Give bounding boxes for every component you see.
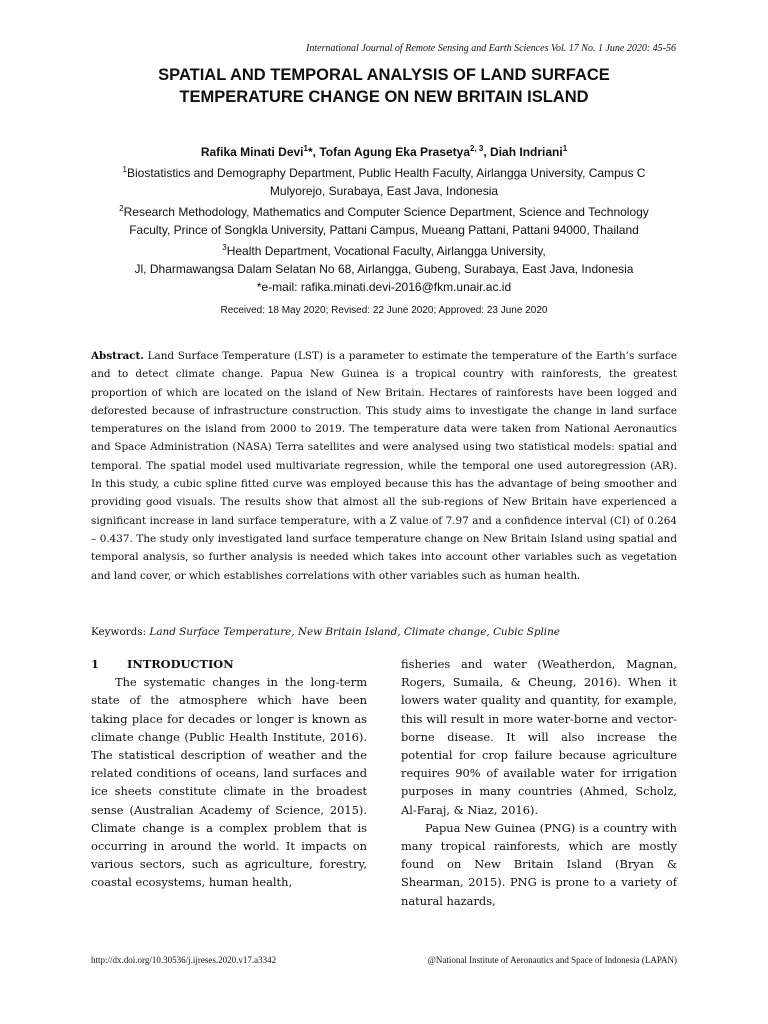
body-paragraph: fisheries and water (Weatherdon, Magnan, Rogers, Sumaila, & Cheung, 2016). When it lowers water quality and quantity, for example, this will result in more water-borne and vector-borne disease. It will also increase the potential for crop failure because agriculture requires 90% of available water for irrigation purposes in many countries (Ahmed, Scholz, Al-Faraj, & Niaz, 2016).: [401, 657, 677, 817]
section-number: 1: [91, 657, 99, 671]
author-name: Tofan Agung Eka Prasetya: [319, 145, 471, 159]
section-title: INTRODUCTION: [127, 657, 234, 671]
body-paragraph: The systematic changes in the long-term state of the atmosphere which have been taking place for decades or longer is known as climate change (Public Health Institute, 2016). The statistical description of weather and the related conditions of oceans, land surfaces and ice sheets constitute climate in the broadest sense (Australian Academy of Science, 2015). Climate change is a complex problem that is occurring in around the world. It impacts on various sectors, such as agriculture, forestry, coastal ecosystems, human health,: [91, 675, 367, 890]
keywords-label: Keywords:: [91, 626, 147, 638]
affiliation-3: $^3$Health Department, Vocational Faculty, Airlangga University, Jl, Dharmawangsa Dalam Selatan No 68, Airlangga, Gubeng, Surabaya, East Java, Indonesia: [134, 243, 634, 276]
author-block: [60, 128, 708, 320]
author-name: Rafika Minati Devi: [200, 145, 304, 159]
keywords: [91, 623, 677, 641]
keywords-values: Land Surface Temperature, New Britain Island, Climate change, Cubic Spline: [149, 626, 560, 638]
body-paragraph: Papua New Guinea (PNG) is a country with many tropical rainforests, which are mostly found on New Britain Island (Bryan & Shearman, 2015). PNG is prone to a variety of natural hazards,: [401, 820, 677, 908]
copyright: @National Institute of Aeronautics and Space of Indonesia (LAPAN): [427, 955, 677, 965]
abstract-text: Land Surface Temperature (LST) is a parameter to estimate the temperature of the Earth’s surface and to detect climate change. Papua New Guinea is a tropical country with rainforests, the greatest proportion of which are located on the island of New Britain. Hectares of rainforests have been logged and deforested because of infrastructure construction. This study aims to investigate the change in land surface temperatures on the island from 2000 to 2019. The temperature data were taken from National Aeronautics and Space Administration (NASA) Terra satellites and were analysed using two statistical models: spatial and temporal. The spatial model used multivariate regression, while the temporal one used autoregression (AR). In this study, a cubic spline fitted curve was employed because this has the advantage of being smoother and providing good visuals. The results show that almost all the sub-regions of New Britain have experienced a significant increase in land surface temperature, with a Z value of 7.97 and a confidence interval (CI) of 0.264 – 0.437. The study only investigated land surface temperature change on New Britain Island using spatial and temporal analysis, so further analysis is needed which takes into account other variables such as vegetation and land cover, or which establishes correlations with other variables such as human health.: [91, 350, 677, 582]
author-name: Diah Indriani: [490, 145, 563, 159]
contact-email: *e-mail: rafika.minati.devi-2016@fkm.unair.ac.id: [256, 280, 512, 294]
column-right: [401, 655, 677, 910]
affiliation-2: $^2$Research Methodology, Mathematics and Computer Science Department, Science and Technology Faculty, Prince of Songkla University, Pattani Campus, Mueang Pattani, Pattani 94000, Thailand: [119, 204, 649, 237]
affiliation-1: $^1$Biostatistics and Demography Department, Public Health Faculty, Airlangga University, Campus C Mulyorejo, Surabaya, East Java, Indonesia: [122, 165, 646, 198]
journal-header: International Journal of Remote Sensing and Earth Sciences Vol. 17 No. 1 June 2020: 45-56: [306, 43, 676, 54]
column-left: [91, 655, 367, 892]
title-line-1: SPATIAL AND TEMPORAL ANALYSIS OF LAND SURFACE: [158, 66, 610, 84]
paper-title: [80, 64, 688, 108]
section-heading: [91, 655, 367, 673]
submission-dates: Received: 18 May 2020; Revised: 22 June 2020; Approved: 23 June 2020: [220, 305, 548, 316]
doi-link[interactable]: http://dx.doi.org/10.30536/j.ijreses.2020.v17.a3342: [91, 955, 277, 965]
abstract-label: Abstract.: [91, 350, 144, 362]
title-line-2: TEMPERATURE CHANGE ON NEW BRITAIN ISLAND: [179, 88, 589, 106]
author-list: Rafika Minati Devi$^1$*, Tofan Agung Eka Prasetya$^{2, 3}$, Diah Indriani$^1$: [200, 144, 568, 159]
abstract: [91, 347, 677, 585]
